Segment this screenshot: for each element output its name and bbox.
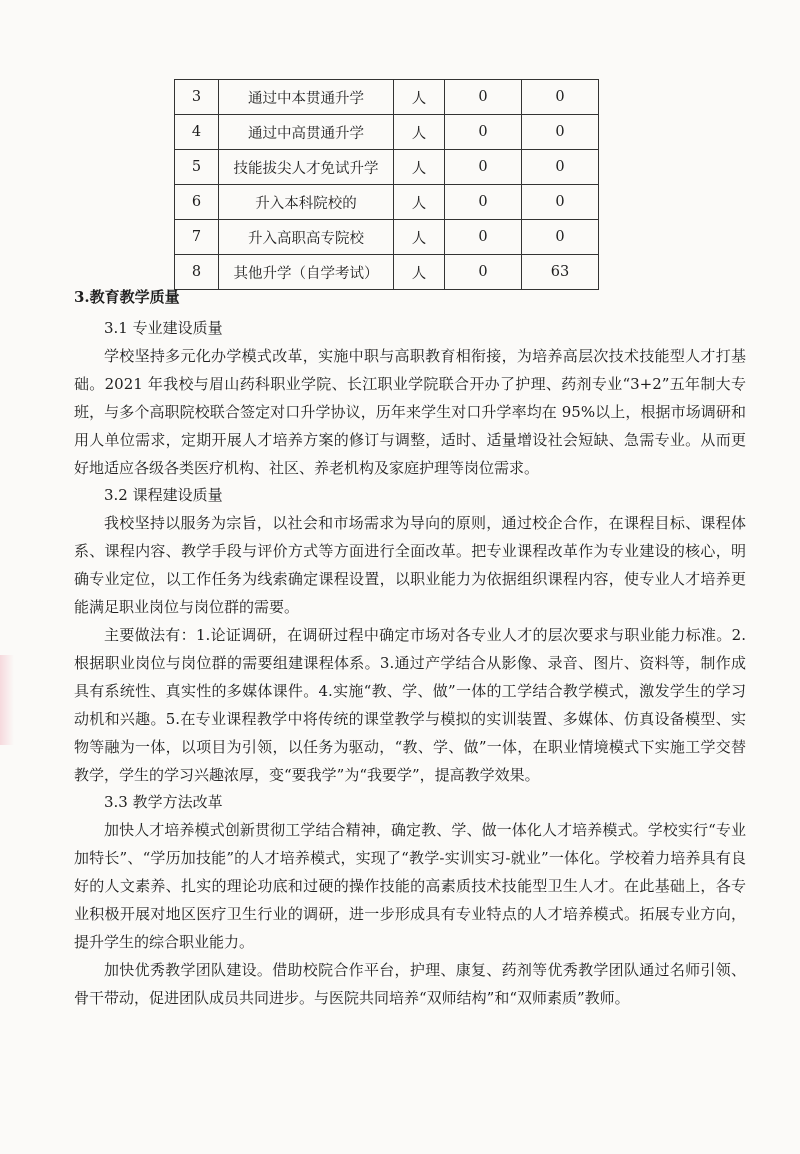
- table-row: [175, 115, 599, 150]
- seal-edge-mark: [0, 655, 14, 745]
- row-value-2: 0: [522, 150, 599, 185]
- row-value-2: 0: [522, 115, 599, 150]
- row-value-1: 0: [445, 255, 522, 290]
- row-value-1: 0: [445, 220, 522, 255]
- row-item: 通过中高贯通升学: [219, 115, 394, 150]
- section-heading: 3.教育教学质量: [74, 288, 180, 306]
- row-unit: 人: [394, 220, 445, 255]
- subsection-heading-3-2: 3.2 课程建设质量: [104, 486, 223, 504]
- paragraph: 主要做法有：1.论证调研，在调研过程中确定市场对各专业人才的层次要求与职业能力标准。2.根据职业岗位与岗位群的需要组建课程体系。3.通过产学结合从影像、录音、图片、资料等，制作成具有系统性、真实性的多媒体课件。4.实施“教、学、做”一体的工学结合教学模式，激发学生的学习动机和兴趣。5.在专业课程教学中将传统的课堂教学与模拟的实训装置、多媒体、仿真设备模型、实物等融为一体，以项目为引领，以任务为驱动，“教、学、做”一体，在职业情境模式下实施工学交替教学，学生的学习兴趣浓厚，变“要我学”为“我要学”，提高教学效果。: [74, 626, 746, 784]
- row-unit: 人: [394, 150, 445, 185]
- row-unit: 人: [394, 115, 445, 150]
- row-item: 其他升学（自学考试）: [219, 255, 394, 290]
- row-number: 4: [175, 115, 219, 150]
- row-item: 升入高职高专院校: [219, 220, 394, 255]
- subsection-heading-3-3: 3.3 教学方法改革: [104, 793, 223, 811]
- row-item: 技能拔尖人才免试升学: [219, 150, 394, 185]
- row-value-2: 0: [522, 80, 599, 115]
- row-unit: 人: [394, 255, 445, 290]
- paragraph: 加快人才培养模式创新贯彻工学结合精神，确定教、学、做一体化人才培养模式。学校实行“专业加特长”、“学历加技能”的人才培养模式，实现了“教学-实训实习-就业”一体化。学校着力培养具有良好的人文素养、扎实的理论功底和过硬的操作技能的高素质技术技能型卫生人才。在此基础上，各专业积极开展对地区医疗卫生行业的调研，进一步形成具有专业特点的人才培养模式。拓展专业方向，提升学生的综合职业能力。: [74, 821, 746, 951]
- row-number: 6: [175, 185, 219, 220]
- table-row: [175, 80, 599, 115]
- paragraph: 我校坚持以服务为宗旨，以社会和市场需求为导向的原则，通过校企合作，在课程目标、课程体系、课程内容、教学手段与评价方式等方面进行全面改革。把专业课程改革作为专业建设的核心，明确专业定位，以工作任务为线索确定课程设置，以职业能力为依据组织课程内容，使专业人才培养更能满足职业岗位与岗位群的需要。: [74, 514, 746, 616]
- row-unit: 人: [394, 80, 445, 115]
- row-number: 7: [175, 220, 219, 255]
- row-value-1: 0: [445, 80, 522, 115]
- subsection-heading-3-1: 3.1 专业建设质量: [104, 319, 223, 337]
- row-value-2: 0: [522, 220, 599, 255]
- row-number: 8: [175, 255, 219, 290]
- row-number: 3: [175, 80, 219, 115]
- enrollment-table: [174, 79, 599, 290]
- section-body: [74, 315, 746, 1012]
- row-value-1: 0: [445, 185, 522, 220]
- paragraph: 学校坚持多元化办学模式改革，实施中职与高职教育相衔接，为培养高层次技术技能型人才打基础。2021 年我校与眉山药科职业学院、长江职业学院联合开办了护理、药剂专业“3+2”五年制大专班，与多个高职院校联合签定对口升学协议，历年来学生对口升学率均在 95%以上，根据市场调研和用人单位需求，定期开展人才培养方案的修订与调整，适时、适量增设社会短缺、急需专业。从而更好地适应各级各类医疗机构、社区、养老机构及家庭护理等岗位需求。: [74, 347, 746, 477]
- row-value-1: 0: [445, 150, 522, 185]
- table-row: [175, 220, 599, 255]
- table-row: [175, 185, 599, 220]
- row-number: 5: [175, 150, 219, 185]
- table-row: [175, 150, 599, 185]
- row-value-2: 0: [522, 185, 599, 220]
- table-row: [175, 255, 599, 290]
- row-value-1: 0: [445, 115, 522, 150]
- paragraph: 加快优秀教学团队建设。借助校院合作平台，护理、康复、药剂等优秀教学团队通过名师引领、骨干带动，促进团队成员共同进步。与医院共同培养“双师结构”和“双师素质”教师。: [74, 961, 746, 1007]
- row-item: 升入本科院校的: [219, 185, 394, 220]
- row-item: 通过中本贯通升学: [219, 80, 394, 115]
- row-value-2: 63: [522, 255, 599, 290]
- row-unit: 人: [394, 185, 445, 220]
